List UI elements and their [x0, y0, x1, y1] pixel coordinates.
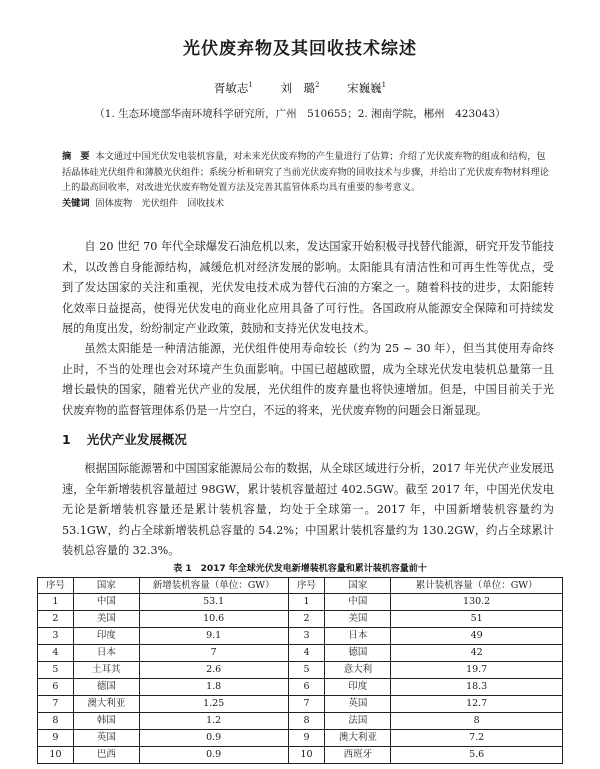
table-cell: 7.2: [391, 730, 563, 747]
table-cell: 2: [288, 611, 325, 628]
table-cell: 8: [391, 713, 563, 730]
table-cell: 19.7: [391, 662, 563, 679]
author: 宋巍巍$^1$: [347, 81, 387, 95]
table-cell: 0.9: [139, 730, 288, 747]
table-cell: 53.1: [139, 594, 288, 611]
table-cell: 1: [288, 594, 325, 611]
table-cell: 德国: [325, 645, 391, 662]
paper-title: 光伏废弃物及其回收技术综述: [183, 39, 417, 59]
section-number: 1: [62, 432, 71, 447]
table-row: [38, 628, 563, 645]
table-cell: 2: [38, 611, 74, 628]
table-cell: 1.2: [139, 713, 288, 730]
table-cell: 印度: [73, 628, 139, 645]
table-cell: 4: [288, 645, 325, 662]
intro-paragraph-2: [62, 339, 554, 421]
table-cell: 6: [38, 679, 74, 696]
header-cell: 累计装机容量（单位：GW）: [391, 578, 563, 594]
abstract-text: 本文通过中国光伏发电装机容量，对未来光伏废弃物的产生量进行了估算；介绍了光伏废弃物的组成和结构，包括晶体硅光伏组件和薄膜光伏组件；系统分析和研究了当前光伏废弃物的回收技术与步骤，并给出了光伏废弃物材料理论上的最高回收率，对改进光伏废弃物处置方法及完善其监管体系均具有重要的参考意义。: [62, 151, 549, 193]
section-heading: [62, 430, 187, 448]
table-cell: 3: [38, 628, 74, 645]
table-cell: 9: [38, 730, 74, 747]
table-cell: 10: [38, 747, 74, 764]
affiliation: （1. 生态环境部华南环境科学研究所，广州 510655；2. 湘南学院，郴州 423043）: [94, 108, 506, 120]
table-cell: 法国: [325, 713, 391, 730]
paragraph-text: 根据国际能源署和中国国家能源局公布的数据，从全球区域进行分析，2017 年光伏产业发展迅速，全年新增装机容量超过 98GW，累计装机容量超过 402.5GW。截至 2017 年，中国光伏发电无论是新增装机容量还是累计装机容量，均处于全球第一。2017 年，中国新增装机容量约为 53.1GW，约占全球新增装机总容量的 54.2%；中国累计装机容量约为 130.2GW，约占全球累计装机总容量的 32.3%。: [62, 462, 554, 557]
table-cell: 中国: [325, 594, 391, 611]
table-row: [38, 611, 563, 628]
header-cell: 序号: [38, 578, 74, 594]
table-cell: 5: [38, 662, 74, 679]
table-row: [38, 696, 563, 713]
table-cell: 7: [288, 696, 325, 713]
author: 胥敏志$^1$: [213, 81, 253, 95]
intro-paragraph-1: [62, 237, 554, 340]
abstract: [62, 149, 552, 196]
table-cell: 1: [38, 594, 74, 611]
table-row: [38, 713, 563, 730]
table-row: [38, 594, 563, 611]
table-cell: 0.9: [139, 747, 288, 764]
abstract-block: [62, 149, 552, 211]
table-cell: 2.6: [139, 662, 288, 679]
table-cell: 9.1: [139, 628, 288, 645]
table-cell: 1.25: [139, 696, 288, 713]
header-cell: 国家: [73, 578, 139, 594]
table-cell: 巴西: [73, 747, 139, 764]
table-cell: 西班牙: [325, 747, 391, 764]
table-cell: 51: [391, 611, 563, 628]
table-cell: 7: [139, 645, 288, 662]
keywords: [62, 196, 552, 212]
table-cell: 土耳其: [73, 662, 139, 679]
table-cell: 9: [288, 730, 325, 747]
table-cell: 1.8: [139, 679, 288, 696]
table-row: [38, 662, 563, 679]
table-cell: 美国: [73, 611, 139, 628]
table-cell: 7: [38, 696, 74, 713]
table-cell: 澳大利亚: [325, 730, 391, 747]
table-cell: 日本: [325, 628, 391, 645]
table-row: [38, 730, 563, 747]
table-cell: 英国: [73, 730, 139, 747]
header-cell: 新增装机容量（单位：GW）: [139, 578, 288, 594]
table-cell: 18.3: [391, 679, 563, 696]
table-cell: 8: [38, 713, 74, 730]
table-cell: 6: [288, 679, 325, 696]
table-cell: 5: [288, 662, 325, 679]
table-row: [38, 645, 563, 662]
table-cell: 130.2: [391, 594, 563, 611]
table-caption: 表 1 2017 年全球光伏发电新增装机容量和累计装机容量前十: [173, 564, 427, 574]
section-title: 光伏产业发展概况: [86, 432, 187, 447]
table-row: [38, 679, 563, 696]
table-cell: 4: [38, 645, 74, 662]
table-cell: 10: [288, 747, 325, 764]
table-cell: 德国: [73, 679, 139, 696]
table-row: [38, 747, 563, 764]
keywords-text: 固体废物 光伏组件 回收技术: [95, 197, 225, 209]
table-cell: 3: [288, 628, 325, 645]
table-cell: 美国: [325, 611, 391, 628]
table-cell: 澳大利亚: [73, 696, 139, 713]
capacity-table: [37, 577, 563, 764]
keywords-label: 关键词: [62, 197, 90, 209]
table-cell: 8: [288, 713, 325, 730]
table-header-row: [38, 578, 563, 594]
table-cell: 5.6: [391, 747, 563, 764]
table-cell: 12.7: [391, 696, 563, 713]
paragraph-text: 虽然太阳能是一种清洁能源，光伏组件使用寿命较长（约为 25 ~ 30 年），但当其使用寿命终止时，不当的处理也会对环境产生负面影响。中国已超越欧盟，成为全球光伏发电装机总量第一且增长最快的国家，随着光伏产业的发展，光伏组件的废弃量也将快速增加。但是，中国目前关于光伏废弃物的监督管理体系仍是一片空白，不远的将来，光伏废弃物的问题会日渐显现。: [62, 342, 554, 417]
table-cell: 英国: [325, 696, 391, 713]
author: 刘 璐$^2$: [280, 81, 320, 95]
header-cell: 序号: [288, 578, 325, 594]
section-paragraph: [62, 459, 554, 562]
paragraph-text: 自 20 世纪 70 年代全球爆发石油危机以来，发达国家开始积极寻找替代能源，研究开发节能技术，以改善自身能源结构，减缓危机对经济发展的影响。太阳能具有清洁性和可再生性等优点，受到了发达国家的关注和重视，光伏发电技术成为替代石油的方案之一。随着科技的进步，太阳能转化效率日益提高，使得光伏发电的商业化应用具备了可行性。各国政府从能源安全保障和可持续发展的角度出发，纷纷制定产业政策，鼓励和支持光伏发电技术。: [62, 240, 554, 335]
table-cell: 印度: [325, 679, 391, 696]
table-cell: 韩国: [73, 713, 139, 730]
table-cell: 意大利: [325, 662, 391, 679]
table-cell: 49: [391, 628, 563, 645]
author-line: [0, 80, 600, 96]
table-cell: 42: [391, 645, 563, 662]
table-cell: 日本: [73, 645, 139, 662]
table-cell: 中国: [73, 594, 139, 611]
header-cell: 国家: [325, 578, 391, 594]
table-cell: 10.6: [139, 611, 288, 628]
abstract-label: 摘 要: [62, 151, 90, 162]
